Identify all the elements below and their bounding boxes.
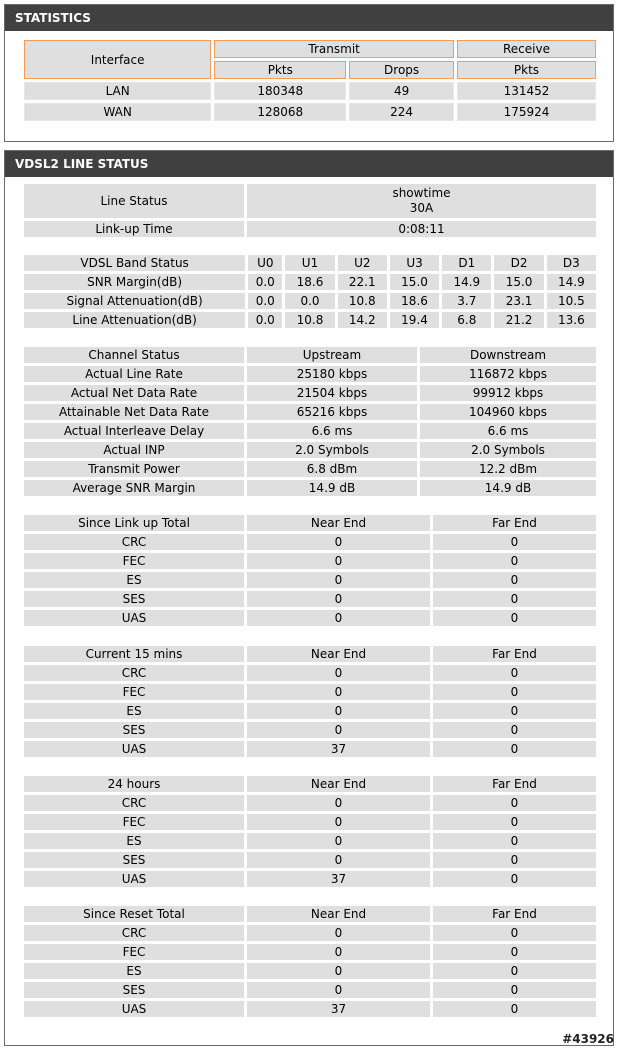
line-status-label: Line Status bbox=[24, 184, 244, 218]
band-cell: 15.0 bbox=[494, 274, 543, 290]
channel-header-row bbox=[24, 347, 596, 363]
counter-label: ES bbox=[24, 703, 244, 719]
counter-header-near: Near End bbox=[247, 776, 430, 792]
table-row bbox=[24, 461, 596, 477]
band-header-u0: U0 bbox=[248, 255, 282, 271]
band-row-label: Line Attenuation(dB) bbox=[24, 312, 245, 328]
band-header-d1: D1 bbox=[442, 255, 491, 271]
band-cell: 6.8 bbox=[442, 312, 491, 328]
band-cell: 10.8 bbox=[285, 312, 334, 328]
channel-upstream: 2.0 Symbols bbox=[247, 442, 417, 458]
counter-far: 0 bbox=[433, 944, 596, 960]
band-row-label: SNR Margin(dB) bbox=[24, 274, 245, 290]
channel-downstream: 6.6 ms bbox=[420, 423, 596, 439]
iface-lan: LAN bbox=[24, 82, 211, 100]
band-header-d2: D2 bbox=[494, 255, 543, 271]
counter-far: 0 bbox=[433, 982, 596, 998]
table-row bbox=[24, 385, 596, 401]
table-row bbox=[24, 722, 596, 738]
counter-near: 0 bbox=[247, 534, 430, 550]
vdsl-panel bbox=[4, 150, 614, 1046]
counter-label: ES bbox=[24, 833, 244, 849]
table-row bbox=[24, 963, 596, 979]
counter-near: 0 bbox=[247, 665, 430, 681]
channel-row-label: Actual Line Rate bbox=[24, 366, 244, 382]
statistics-title: STATISTICS bbox=[5, 5, 613, 31]
band-header-d3: D3 bbox=[547, 255, 596, 271]
channel-header-label: Channel Status bbox=[24, 347, 244, 363]
24-hours-table bbox=[21, 773, 599, 890]
counter-header-near: Near End bbox=[247, 646, 430, 662]
counter-header-label: Since Link up Total bbox=[24, 515, 244, 531]
band-cell: 14.9 bbox=[442, 274, 491, 290]
counter-near: 0 bbox=[247, 591, 430, 607]
counter-label: FEC bbox=[24, 553, 244, 569]
table-row bbox=[24, 982, 596, 998]
lan-tx-drops: 49 bbox=[349, 82, 454, 100]
counter-label: FEC bbox=[24, 814, 244, 830]
table-row bbox=[24, 703, 596, 719]
band-row-label: Signal Attenuation(dB) bbox=[24, 293, 245, 309]
counter-label: UAS bbox=[24, 871, 244, 887]
table-row bbox=[24, 871, 596, 887]
table-row bbox=[24, 572, 596, 588]
counter-far: 0 bbox=[433, 814, 596, 830]
channel-row-label: Actual Net Data Rate bbox=[24, 385, 244, 401]
counter-far: 0 bbox=[433, 963, 596, 979]
vdsl-title: VDSL2 LINE STATUS bbox=[5, 151, 613, 177]
counter-header-near: Near End bbox=[247, 906, 430, 922]
wan-tx-drops: 224 bbox=[349, 103, 454, 121]
counter-far: 0 bbox=[433, 553, 596, 569]
band-cell: 18.6 bbox=[390, 293, 439, 309]
table-row bbox=[24, 274, 596, 290]
band-header-u3: U3 bbox=[390, 255, 439, 271]
counter-near: 37 bbox=[247, 1001, 430, 1017]
counter-label: UAS bbox=[24, 1001, 244, 1017]
statistics-panel bbox=[4, 4, 614, 142]
counter-near: 0 bbox=[247, 703, 430, 719]
band-cell: 0.0 bbox=[248, 274, 282, 290]
band-cell: 0.0 bbox=[285, 293, 334, 309]
counter-label: CRC bbox=[24, 665, 244, 681]
counter-far: 0 bbox=[433, 591, 596, 607]
counter-header-row bbox=[24, 515, 596, 531]
line-status-value bbox=[247, 184, 596, 218]
transmit-header: Transmit bbox=[214, 40, 454, 58]
counter-header-label: Current 15 mins bbox=[24, 646, 244, 662]
counter-label: FEC bbox=[24, 684, 244, 700]
receive-header: Receive bbox=[457, 40, 596, 58]
counter-near: 37 bbox=[247, 741, 430, 757]
table-row bbox=[24, 814, 596, 830]
line-status-table bbox=[21, 181, 599, 240]
counter-header-row bbox=[24, 906, 596, 922]
table-row bbox=[24, 553, 596, 569]
channel-status-table bbox=[21, 344, 599, 499]
counter-far: 0 bbox=[433, 1001, 596, 1017]
counter-label: SES bbox=[24, 852, 244, 868]
iface-wan: WAN bbox=[24, 103, 211, 121]
band-cell: 0.0 bbox=[248, 293, 282, 309]
table-row bbox=[24, 312, 596, 328]
counter-label: SES bbox=[24, 982, 244, 998]
counter-near: 0 bbox=[247, 684, 430, 700]
counter-far: 0 bbox=[433, 534, 596, 550]
band-cell: 18.6 bbox=[285, 274, 334, 290]
table-row bbox=[24, 534, 596, 550]
table-row bbox=[24, 610, 596, 626]
channel-downstream: 12.2 dBm bbox=[420, 461, 596, 477]
table-row bbox=[24, 833, 596, 849]
wan-tx-pkts: 128068 bbox=[214, 103, 346, 121]
counter-label: CRC bbox=[24, 925, 244, 941]
channel-upstream: 25180 kbps bbox=[247, 366, 417, 382]
band-cell: 15.0 bbox=[390, 274, 439, 290]
counter-header-row bbox=[24, 776, 596, 792]
counter-label: UAS bbox=[24, 741, 244, 757]
table-row bbox=[24, 293, 596, 309]
counter-label: UAS bbox=[24, 610, 244, 626]
table-row bbox=[24, 82, 596, 100]
line-status-profile: 30A bbox=[409, 201, 434, 215]
table-row bbox=[24, 852, 596, 868]
counter-header-far: Far End bbox=[433, 906, 596, 922]
table-row bbox=[24, 1001, 596, 1017]
table-row bbox=[24, 103, 596, 121]
counter-label: SES bbox=[24, 591, 244, 607]
line-status-state: showtime bbox=[392, 186, 451, 200]
band-cell: 13.6 bbox=[547, 312, 596, 328]
counter-near: 0 bbox=[247, 925, 430, 941]
table-row bbox=[24, 795, 596, 811]
band-cell: 21.2 bbox=[494, 312, 543, 328]
counter-near: 37 bbox=[247, 871, 430, 887]
band-header-row bbox=[24, 255, 596, 271]
counter-header-far: Far End bbox=[433, 646, 596, 662]
counter-header-label: Since Reset Total bbox=[24, 906, 244, 922]
table-row bbox=[24, 442, 596, 458]
counter-label: FEC bbox=[24, 944, 244, 960]
band-cell: 14.2 bbox=[338, 312, 387, 328]
counter-header-far: Far End bbox=[433, 776, 596, 792]
channel-upstream: 65216 kbps bbox=[247, 404, 417, 420]
counter-far: 0 bbox=[433, 833, 596, 849]
table-row bbox=[24, 480, 596, 496]
table-row bbox=[24, 944, 596, 960]
current-15-mins-table bbox=[21, 643, 599, 760]
channel-downstream: 2.0 Symbols bbox=[420, 442, 596, 458]
counter-far: 0 bbox=[433, 572, 596, 588]
table-row bbox=[24, 684, 596, 700]
counter-near: 0 bbox=[247, 982, 430, 998]
channel-upstream: 6.8 dBm bbox=[247, 461, 417, 477]
watermark-id: #43926 bbox=[562, 1032, 614, 1046]
transmit-drops-header: Drops bbox=[349, 61, 454, 79]
counter-far: 0 bbox=[433, 665, 596, 681]
counter-near: 0 bbox=[247, 963, 430, 979]
band-cell: 14.9 bbox=[547, 274, 596, 290]
channel-row-label: Actual Interleave Delay bbox=[24, 423, 244, 439]
table-row bbox=[24, 591, 596, 607]
counter-label: CRC bbox=[24, 534, 244, 550]
counter-far: 0 bbox=[433, 703, 596, 719]
counter-label: SES bbox=[24, 722, 244, 738]
band-cell: 0.0 bbox=[248, 312, 282, 328]
table-row bbox=[24, 925, 596, 941]
channel-upstream: 21504 kbps bbox=[247, 385, 417, 401]
since-link-up-table bbox=[21, 512, 599, 629]
band-cell: 3.7 bbox=[442, 293, 491, 309]
linkup-time-label: Link-up Time bbox=[24, 221, 244, 237]
counter-far: 0 bbox=[433, 795, 596, 811]
receive-pkts-header: Pkts bbox=[457, 61, 596, 79]
band-cell: 22.1 bbox=[338, 274, 387, 290]
band-header-u2: U2 bbox=[338, 255, 387, 271]
band-header-label: VDSL Band Status bbox=[24, 255, 245, 271]
channel-downstream: 116872 kbps bbox=[420, 366, 596, 382]
counter-near: 0 bbox=[247, 814, 430, 830]
counter-near: 0 bbox=[247, 833, 430, 849]
channel-downstream: 104960 kbps bbox=[420, 404, 596, 420]
channel-row-label: Actual INP bbox=[24, 442, 244, 458]
interface-header: Interface bbox=[24, 40, 211, 79]
counter-near: 0 bbox=[247, 852, 430, 868]
counter-header-row bbox=[24, 646, 596, 662]
counter-near: 0 bbox=[247, 722, 430, 738]
counter-near: 0 bbox=[247, 553, 430, 569]
table-row bbox=[24, 423, 596, 439]
counter-near: 0 bbox=[247, 795, 430, 811]
counter-label: ES bbox=[24, 572, 244, 588]
counter-far: 0 bbox=[433, 871, 596, 887]
counter-header-near: Near End bbox=[247, 515, 430, 531]
counter-header-label: 24 hours bbox=[24, 776, 244, 792]
counter-label: CRC bbox=[24, 795, 244, 811]
lan-rx-pkts: 131452 bbox=[457, 82, 596, 100]
channel-upstream: 14.9 dB bbox=[247, 480, 417, 496]
band-status-table bbox=[21, 252, 599, 331]
channel-upstream: 6.6 ms bbox=[247, 423, 417, 439]
counter-far: 0 bbox=[433, 722, 596, 738]
band-header-u1: U1 bbox=[285, 255, 334, 271]
transmit-pkts-header: Pkts bbox=[214, 61, 346, 79]
channel-downstream: 14.9 dB bbox=[420, 480, 596, 496]
table-row bbox=[24, 741, 596, 757]
band-cell: 10.5 bbox=[547, 293, 596, 309]
since-reset-table bbox=[21, 903, 599, 1020]
channel-header-upstream: Upstream bbox=[247, 347, 417, 363]
channel-header-downstream: Downstream bbox=[420, 347, 596, 363]
counter-header-far: Far End bbox=[433, 515, 596, 531]
counter-far: 0 bbox=[433, 852, 596, 868]
table-row bbox=[24, 404, 596, 420]
table-row bbox=[24, 366, 596, 382]
channel-row-label: Transmit Power bbox=[24, 461, 244, 477]
band-cell: 23.1 bbox=[494, 293, 543, 309]
counter-near: 0 bbox=[247, 572, 430, 588]
table-row bbox=[24, 665, 596, 681]
wan-rx-pkts: 175924 bbox=[457, 103, 596, 121]
counter-near: 0 bbox=[247, 944, 430, 960]
band-cell: 10.8 bbox=[338, 293, 387, 309]
counter-far: 0 bbox=[433, 610, 596, 626]
counter-label: ES bbox=[24, 963, 244, 979]
counter-far: 0 bbox=[433, 684, 596, 700]
linkup-time-value: 0:08:11 bbox=[247, 221, 596, 237]
band-cell: 19.4 bbox=[390, 312, 439, 328]
counter-far: 0 bbox=[433, 741, 596, 757]
counter-far: 0 bbox=[433, 925, 596, 941]
statistics-table bbox=[21, 37, 599, 124]
channel-row-label: Average SNR Margin bbox=[24, 480, 244, 496]
channel-downstream: 99912 kbps bbox=[420, 385, 596, 401]
channel-row-label: Attainable Net Data Rate bbox=[24, 404, 244, 420]
counter-near: 0 bbox=[247, 610, 430, 626]
lan-tx-pkts: 180348 bbox=[214, 82, 346, 100]
